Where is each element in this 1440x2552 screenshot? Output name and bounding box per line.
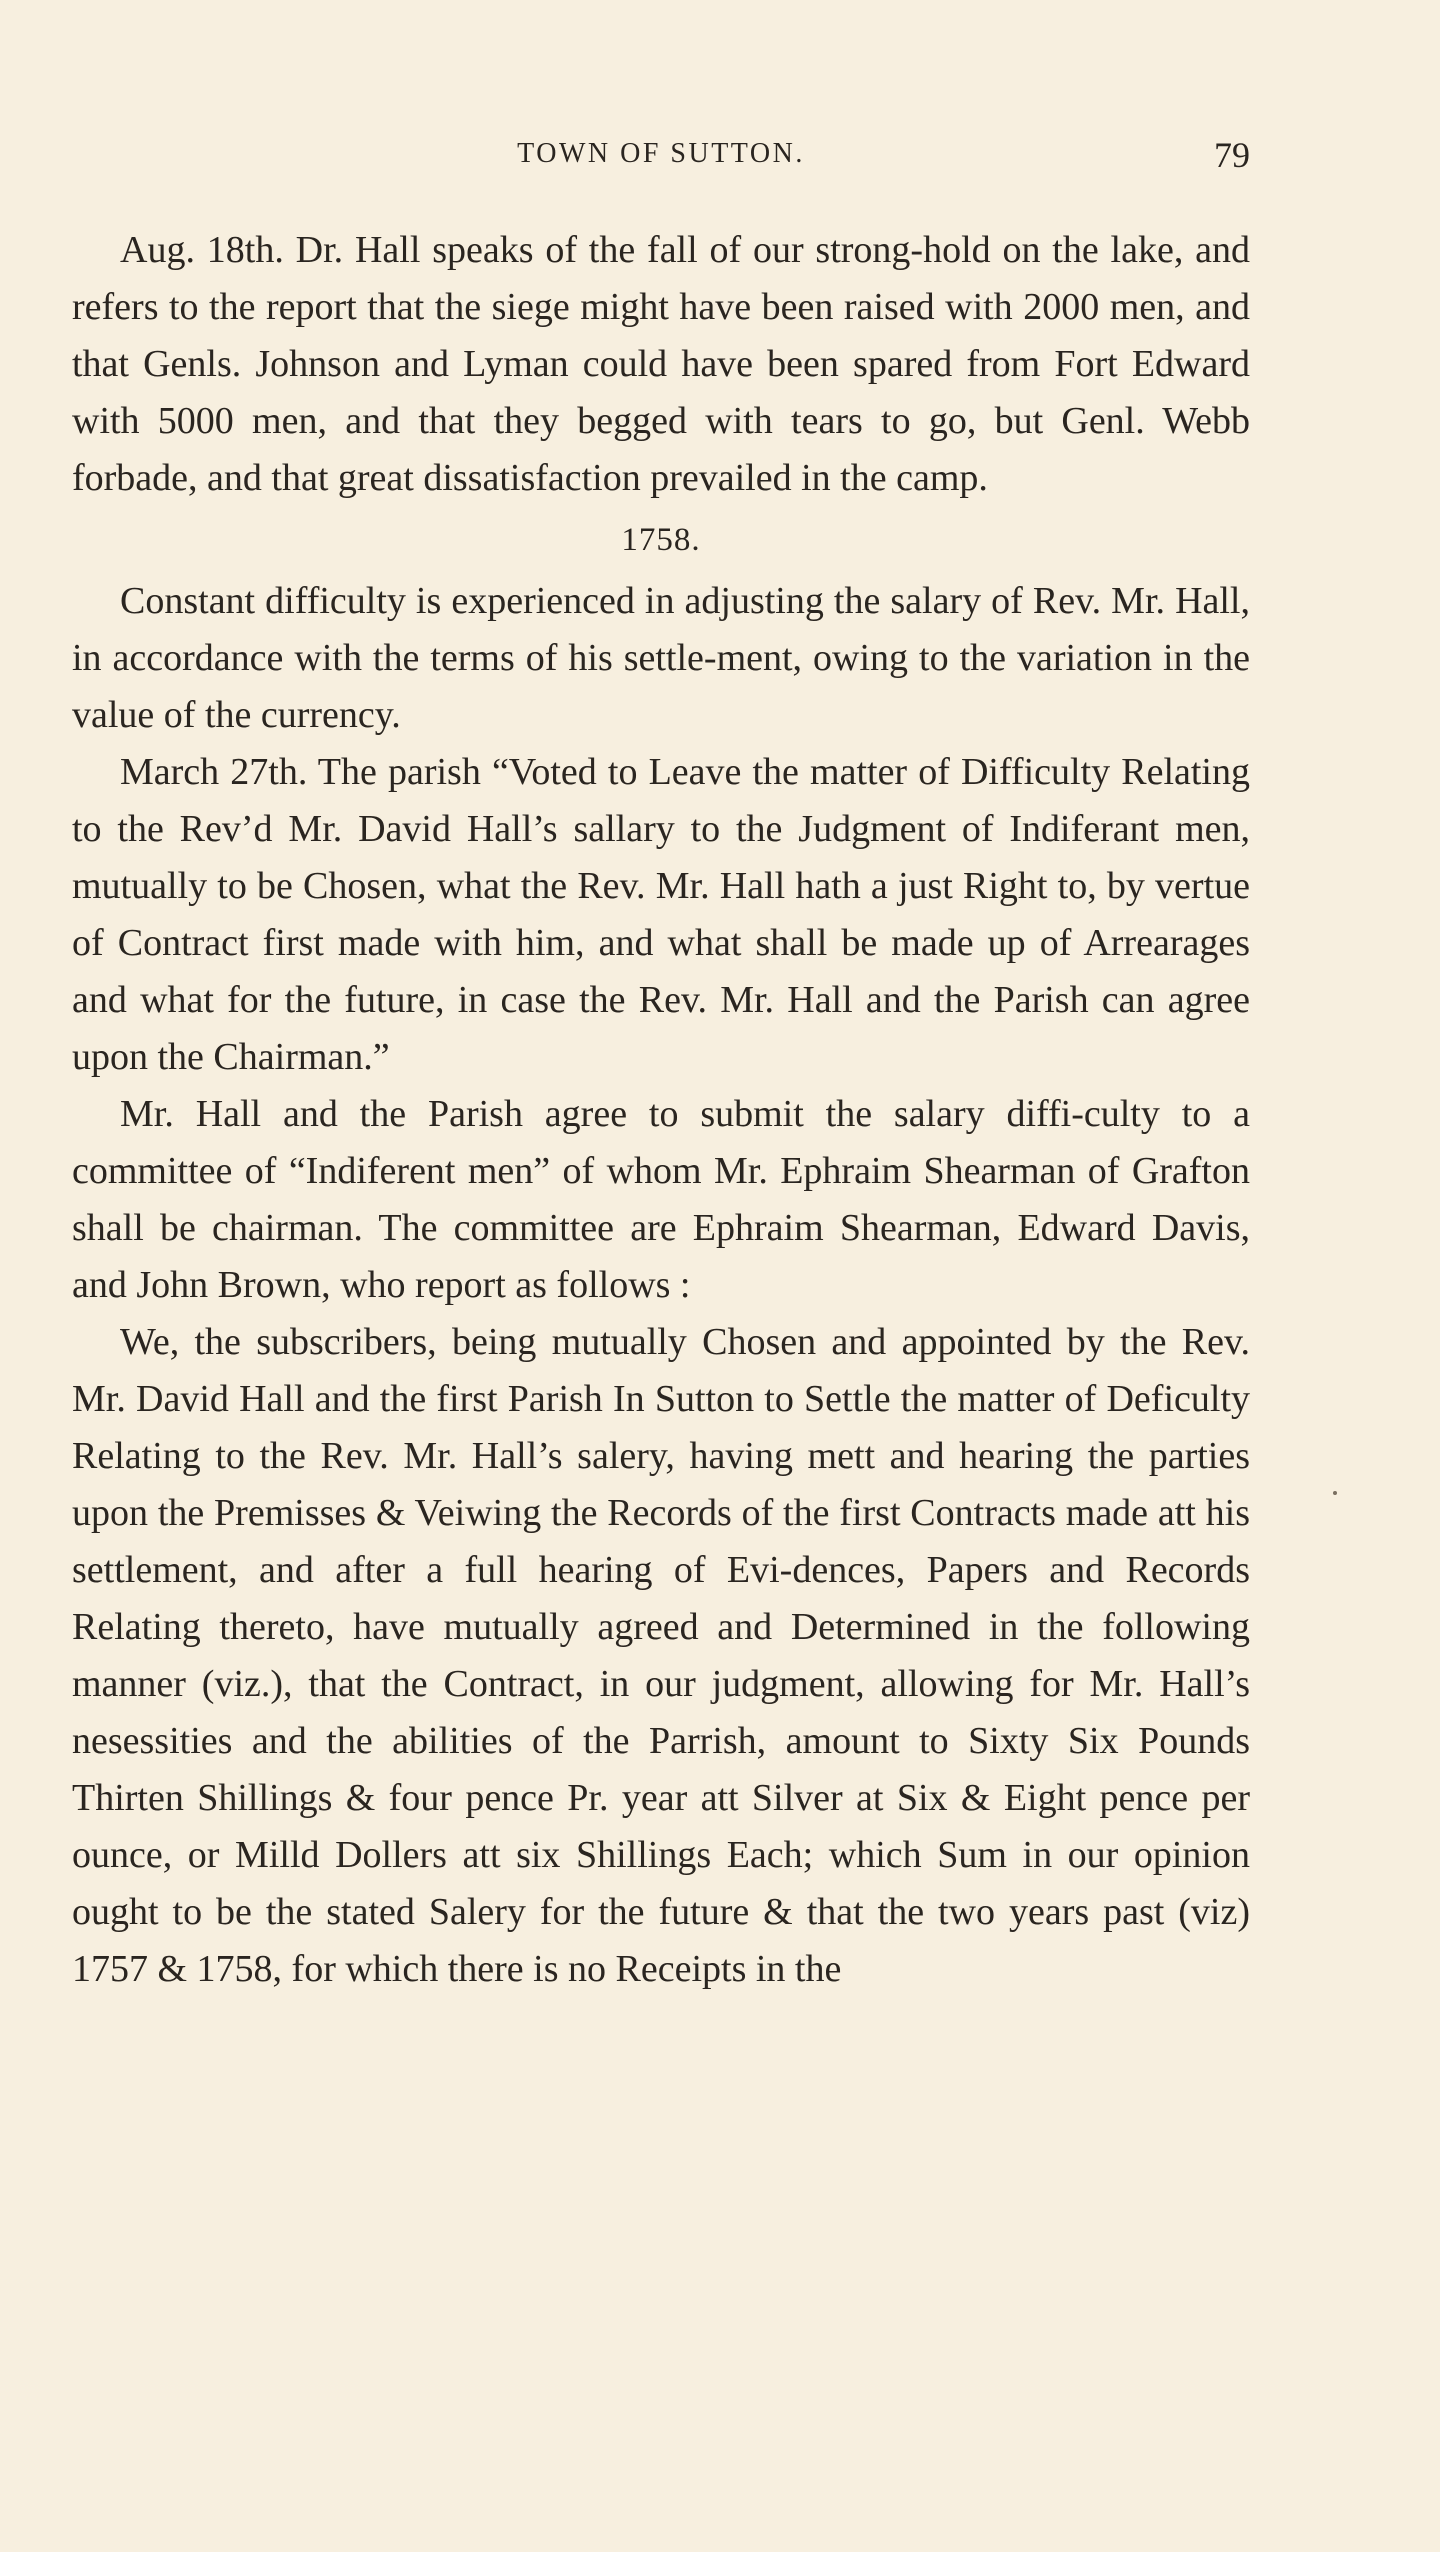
margin-speck (1333, 1491, 1337, 1495)
paragraph-report: We, the subscribers, being mutually Chosen and appointed by the Rev. Mr. David Hall and the first Parish In Sutton to Settle the matter of Deficulty Relating to the Rev. Mr. Hall’s salery, having mett and hearing the parties upon the Premisses & Veiwing the Records of the first Contracts made att his settlement, and after a full hearing of Evi-dences, Papers and Records Relating thereto, have mutually agreed and Determined in the following manner (viz.), that the Contract, in our judgment, allowing for Mr. Hall’s nesessities and the abilities of the Parrish, amount to Sixty Six Pounds Thirten Shillings & four pence Pr. year att Silver at Six & Eight pence per ounce, or Milld Dollers att six Shillings Each; which Sum in our opinion ought to be the stated Salery for the future & that the two years past (viz) 1757 & 1758, for which there is no Receipts in the (72, 1321, 1250, 1990)
paragraph-constant-difficulty: Constant difficulty is experienced in adjusting the salary of Rev. Mr. Hall, in accordance with the terms of his settle-ment, owing to the variation in the value of the currency. (72, 580, 1250, 736)
body-text (72, 222, 1250, 1998)
paragraph-aug-18th: Aug. 18th. Dr. Hall speaks of the fall of our strong-hold on the lake, and refers to the report that the siege might have been raised with 2000 men, and that Genls. Johnson and Lyman could have been spared from Fort Edward with 5000 men, and that they begged with tears to go, but Genl. Webb forbade, and that great dissatisfaction prevailed in the camp. (72, 229, 1250, 499)
paragraph-march-27th: March 27th. The parish “Voted to Leave the matter of Difficulty Relating to the Rev’d Mr. David Hall’s sallary to the Judgment of Indiferant men, mutually to be Chosen, what the Rev. Mr. Hall hath a just Right to, by vertue of Contract first made with him, and what shall be made up of Arrearages and what for the future, in case the Rev. Mr. Hall and the Parish can agree upon the Chairman.” (72, 751, 1250, 1078)
paragraph-committee: Mr. Hall and the Parish agree to submit the salary diffi-culty to a committee of “Indiferent men” of whom Mr. Ephraim Shearman of Grafton shall be chairman. The committee are Ephraim Shearman, Edward Davis, and John Brown, who report as follows : (72, 1093, 1250, 1306)
running-title: TOWN OF SUTTON. (517, 138, 805, 169)
page-number: 79 (1214, 135, 1250, 175)
running-head (72, 134, 1250, 174)
year-heading: 1758. (621, 522, 701, 558)
